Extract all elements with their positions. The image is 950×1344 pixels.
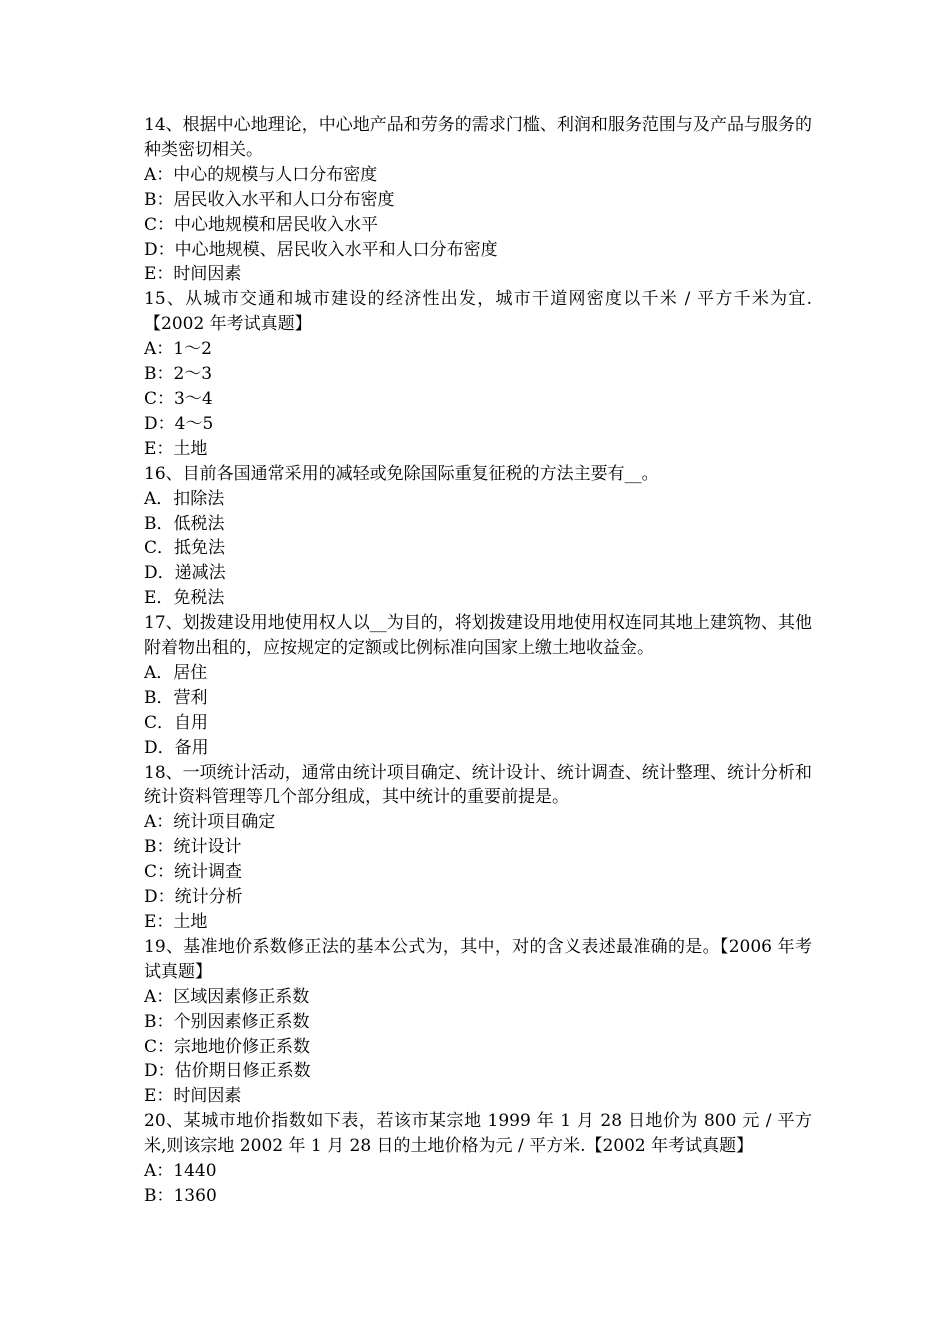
- question-16-option-a: A．扣除法: [144, 488, 225, 509]
- question-14-stem: 14、根据中心地理论，中心地产品和劳务的需求门槛、利润和服务范围与及产品与服务的种类密切相关。: [144, 115, 812, 160]
- question-18-option-b: B：统计设计: [144, 837, 242, 858]
- document-page: [144, 113, 812, 1209]
- question-17-option-b: B．营利: [144, 687, 208, 708]
- question-16-option-c: C．抵免法: [144, 538, 226, 559]
- question-15-option-e: E：土地: [144, 438, 208, 459]
- question-19-stem: 19、基准地价系数修正法的基本公式为，其中，对的含义表述最准确的是。【2006 年考试真题】: [144, 936, 812, 982]
- question-15-option-a: A：1～2: [144, 339, 212, 360]
- question-16-stem: 16、目前各国通常采用的减轻或免除国际重复征税的方法主要有__。: [144, 463, 659, 484]
- question-20-stem: 20、某城市地价指数如下表，若该市某宗地 1999 年 1 月 28 日地价为 800 元 / 平方米,则该宗地 2002 年 1 月 28 日的土地价格为元 / 平方米.【2002 年考试真题】: [144, 1111, 812, 1157]
- question-15-option-b: B：2～3: [144, 364, 213, 385]
- question-19-option-b: B：个别因素修正系数: [144, 1011, 310, 1032]
- question-16-option-e: E．免税法: [144, 588, 225, 609]
- question-18-option-d: D：统计分析: [144, 887, 243, 908]
- question-19-option-a: A：区域因素修正系数: [144, 986, 310, 1007]
- question-17-option-d: D．备用: [144, 737, 209, 758]
- question-14-option-c: C：中心地规模和居民收入水平: [144, 214, 379, 235]
- question-18-stem: 18、一项统计活动，通常由统计项目确定、统计设计、统计调查、统计整理、统计分析和统计资料管理等几个部分组成，其中统计的重要前提是。: [144, 762, 812, 808]
- question-17-option-c: C．自用: [144, 712, 209, 733]
- question-20-option-a: A：1440: [144, 1161, 217, 1182]
- question-14-option-e: E：时间因素: [144, 264, 242, 285]
- question-18-option-a: A：统计项目确定: [144, 812, 276, 833]
- question-19-option-c: C：宗地地价修正系数: [144, 1036, 311, 1057]
- question-15-option-c: C：3～4: [144, 388, 213, 409]
- question-14-option-a: A：中心的规模与人口分布密度: [144, 164, 378, 185]
- question-15-stem: 15、从城市交通和城市建设的经济性出发，城市干道网密度以千米 / 平方千米为宜.【2002 年考试真题】: [144, 289, 812, 335]
- question-19-option-d: D：估价期日修正系数: [144, 1061, 311, 1082]
- question-16-option-b: B．低税法: [144, 513, 225, 534]
- question-15-option-d: D：4～5: [144, 413, 214, 434]
- question-18-option-c: C：统计调查: [144, 862, 243, 883]
- question-19-option-e: E：时间因素: [144, 1086, 242, 1107]
- question-17-option-a: A．居住: [144, 662, 208, 683]
- question-14-option-b: B：居民收入水平和人口分布密度: [144, 189, 395, 210]
- question-16-option-d: D．递减法: [144, 563, 226, 584]
- question-20-option-b: B：1360: [144, 1185, 217, 1206]
- question-18-option-e: E：土地: [144, 912, 208, 932]
- question-17-stem: 17、划拨建设用地使用权人以__为目的，将划拨建设用地使用权连同其地上建筑物、其他附着物出租的，应按规定的定额或比例标准向国家上缴土地收益金。: [144, 613, 812, 659]
- question-14-option-d: D：中心地规模、居民收入水平和人口分布密度: [144, 239, 498, 260]
